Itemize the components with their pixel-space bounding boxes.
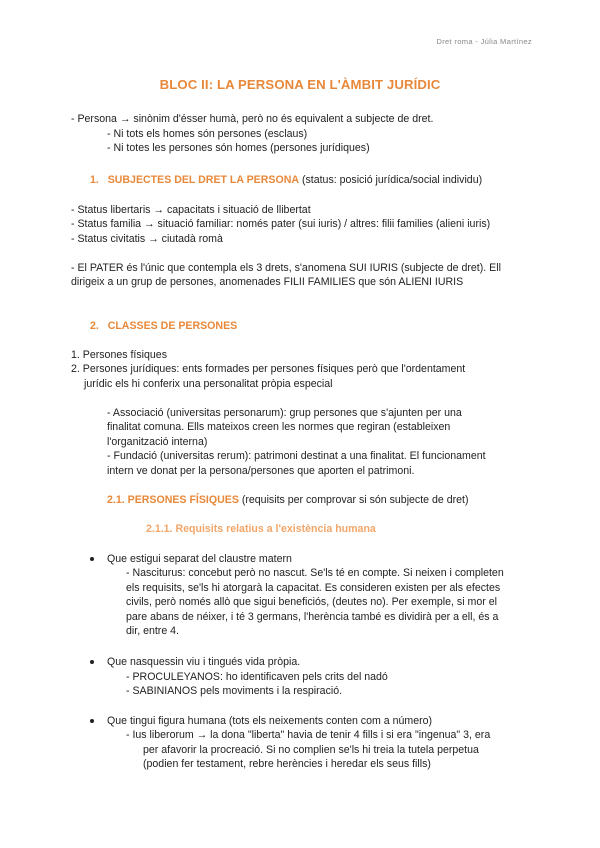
page-header-author: Dret roma - Júlia Martínez: [436, 37, 532, 46]
requirement-detail: pare abans de néixer, i té 3 germans, l'herència també es dividirà per a ell, és a: [126, 611, 499, 623]
list-item: 1. Persones físiques: [71, 349, 167, 361]
status-line: - Status libertaris → capacitats i situació de llibertat: [71, 204, 311, 216]
requirement-main: Que tingui figura humana (tots els neixements conten com a número): [107, 715, 433, 727]
section-2-1-1-heading: [146, 522, 376, 536]
section-1-subtitle: (status: posició jurídica/social individu): [299, 174, 483, 186]
requirement-detail: dir, entre 4.: [126, 625, 179, 637]
list-item-continuation: jurídic els hi conferix una personalitat pròpia especial: [84, 378, 333, 390]
section-2-1-subtitle: (requisits per comprovar si són subjecte de dret): [238, 494, 469, 506]
associacio-line: finalitat comuna. Ells mateixos creen les normes que regiran (estableixen: [107, 421, 451, 433]
status-line: - Status civitatis → ciutadà romà: [71, 233, 223, 245]
requirement-detail: per afavorir la procreació. Si no complien se'ls hi treia la tutela perpetua: [143, 744, 479, 756]
section-2-title: CLASSES DE PERSONES: [107, 320, 238, 332]
requirement-detail: (podien fer testament, rebre herències i heredar els seus fills): [143, 758, 431, 770]
section-1-heading: [90, 173, 482, 187]
requirement-detail: els requisits, se'ls hi atorgarà la capacitat. Es consideren existen per als efectes: [126, 582, 501, 594]
associacio-line: l'organització interna): [107, 436, 208, 448]
requirement-detail: - Ius liberorum → la dona "liberta" havia de tenir 4 fills i si era "ingenua" 3, era: [126, 729, 491, 741]
bullet-icon: [90, 557, 94, 561]
requirement-main: Que estigui separat del claustre matern: [107, 553, 292, 565]
document-title: BLOC II: LA PERSONA EN L'ÀMBIT JURÍDIC: [159, 77, 441, 92]
bullet-icon: [90, 660, 94, 664]
section-2-1-title: PERSONES FÍSIQUES: [127, 494, 239, 506]
fundacio-line: intern ve donat per la persona/persones que aporten el patrimoni.: [107, 465, 415, 477]
section-2-1-heading: [107, 493, 469, 507]
bullet-icon: [90, 719, 94, 723]
requirement-detail: - Nasciturus: concebut però no nascut. Se'ls té en compte. Si neixen i completen: [126, 567, 504, 579]
intro-line: - Persona → sinònim d'ésser humà, però no és equivalent a subjecte de dret.: [71, 113, 434, 125]
pater-paragraph-line: - El PATER és l'únic que contempla els 3 drets, s'anomena SUI IURIS (subjecte de dret). Ell: [71, 262, 501, 274]
section-2-heading: [90, 319, 237, 333]
section-2-1-1-title: Requisits relatius a l'existència humana: [175, 523, 376, 535]
status-line: - Status familia → situació familiar: només pater (sui iuris) / altres: filii families (alieni iuris): [71, 218, 491, 230]
requirement-detail: - SABINIANOS pels moviments i la respiració.: [126, 685, 343, 697]
section-2-1-1-number: 2.1.1.: [146, 523, 173, 535]
requirement-main: Que nasquessin viu i tingués vida pròpia.: [107, 656, 301, 668]
intro-line: - Ni tots els homes són persones (esclaus): [107, 128, 308, 140]
section-2-1-number: 2.1.: [107, 494, 125, 506]
section-2-number: 2.: [90, 320, 99, 332]
list-item: 2. Persones jurídiques: ents formades per persones físiques però que l'ordentament: [71, 363, 466, 375]
fundacio-line: - Fundació (universitas rerum): patrimoni destinat a una finalitat. El funcionament: [107, 450, 486, 462]
intro-line: - Ni totes les persones són homes (persones jurídiques): [107, 142, 370, 154]
requirement-detail: civils, però només allò que sigui beneficiós, (deutes no). Per exemple, si mor el: [126, 596, 497, 608]
associacio-line: - Associació (universitas personarum): grup persones que s'ajunten per una: [107, 407, 462, 419]
pater-paragraph-line: dirigeix a un grup de persones, anomenades FILII FAMILIES que són ALIENI IURIS: [71, 276, 464, 288]
section-1-number: 1.: [90, 174, 99, 186]
requirement-detail: - PROCULEYANOS: ho identificaven pels crits del nadó: [126, 671, 388, 683]
section-1-title: SUBJECTES DEL DRET LA PERSONA: [107, 174, 299, 186]
